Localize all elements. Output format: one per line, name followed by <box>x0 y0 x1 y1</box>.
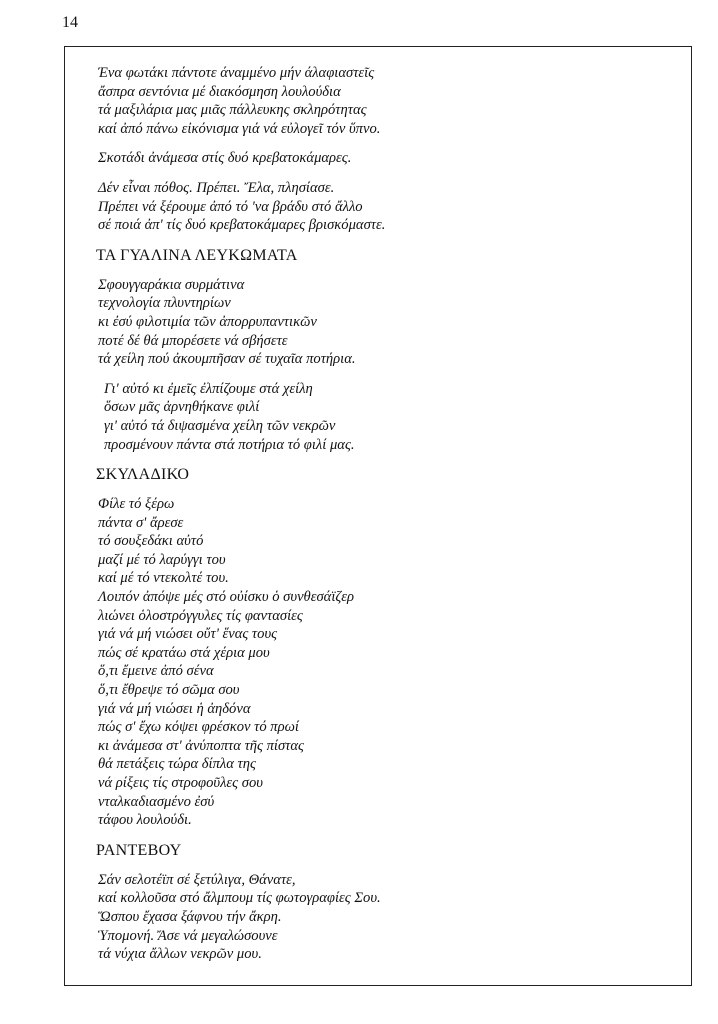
verse-line: καί ἀπό πάνω εἰκόνισμα γιά νά εὐλογεῖ τόν ὕπνο. <box>98 120 381 137</box>
poem-section <box>98 246 678 454</box>
stanza <box>98 871 678 964</box>
verse-line: νταλκαδιασμένο ἐσύ <box>98 793 215 810</box>
verse-line: πάντα σ' ἄρεσε <box>98 514 184 531</box>
verse-line: γιά νά μή νιώσει οὔτ' ἕνας τους <box>98 626 278 643</box>
verse-line: σέ ποιά ἀπ' τίς δυό κρεβατοκάμαρες βρισκόμαστε. <box>98 217 386 234</box>
verse-line: Λοιπόν ἀπόψε μές στό οὐίσκυ ὁ συνθεσάϊζερ <box>98 589 355 606</box>
verse-line: ὅσων μᾶς ἀρνηθήκανε φιλί <box>104 399 260 416</box>
verse-line: ὅ,τι ἔθρεψε τό σῶμα σου <box>98 682 240 699</box>
verse-line: Σάν σελοτέϊπ σέ ξετύλιγα, Θάνατε, <box>98 871 296 888</box>
verse-line: τά χείλη πού ἀκουμπῆσαν σέ τυχαῖα ποτήρια. <box>98 351 356 368</box>
verse-line: Ὑπομονή. Ἄσε νά μεγαλώσουνε <box>98 927 278 944</box>
stanza <box>98 179 678 235</box>
stanza <box>98 276 678 369</box>
stanza <box>98 380 678 454</box>
verse-line: γιά νά μή νιώσει ἡ ἀηδόνα <box>98 700 251 717</box>
poem-title: ΣΚΥΛΑΔΙΚΟ <box>96 466 190 484</box>
verse-line: Σφουγγαράκια συρμάτινα <box>98 276 245 293</box>
stanza <box>98 495 678 830</box>
verse-line: κι ἐσύ φιλοτιμία τῶν ἀπορρυπαντικῶν <box>98 313 317 330</box>
verse-line: Πρέπει νά ξέρουμε ἀπό τό 'να βράδυ στό ἄλλο <box>98 198 363 215</box>
verse-line: τάφου λουλούδι. <box>98 812 192 829</box>
verse-line: ποτέ δέ θά μπορέσετε νά σβήσετε <box>98 332 288 349</box>
verse-line: Ένα φωτάκι πάντοτε άναμμένο μήν άλαφιαστεῖς <box>98 65 375 81</box>
verse-line: τά νύχια ἄλλων νεκρῶν μου. <box>98 946 262 963</box>
poem-section <box>98 841 678 964</box>
verse-line: λιώνει ὁλοστρόγγυλες τίς φαντασίες <box>98 607 303 624</box>
verse-line: κι ἀνάμεσα στ' ἀνύποπτα τῆς πίστας <box>98 737 304 754</box>
page-number: 14 <box>62 14 78 31</box>
verse-line: Δέν εἶναι πόθος. Πρέπει. Ἔλα, πλησίασε. <box>98 179 335 196</box>
verse-line: Φίλε τό ξέρω <box>98 496 175 513</box>
verse-line: ἄσπρα σεντόνια μέ διακόσμηση λουλούδια <box>98 83 341 100</box>
verse-line: μαζί μέ τό λαρύγγι του <box>98 551 226 568</box>
poem-title: ΡΑΝΤΕΒΟΥ <box>96 841 182 859</box>
stanza <box>98 64 678 138</box>
verse-line: ὅ,τι ἔμεινε ἀπό σένα <box>98 663 214 680</box>
verse-line: τεχνολογία πλυντηρίων <box>98 295 231 312</box>
poem-title: ΤΑ ΓΥΑΛΙΝΑ ΛΕΥΚΩΜΑΤΑ <box>96 246 298 264</box>
verse-line: γι' αὐτό τά διψασμένα χείλη τῶν νεκρῶν <box>104 417 336 434</box>
verse-line: Σκοτάδι ἀνάμεσα στίς δυό κρεβατοκάμαρες. <box>98 150 352 167</box>
verse-line: Ὥσπου ἔχασα ξάφνου τήν ἄκρη. <box>98 908 282 925</box>
verse-line: τό σουξεδάκι αὐτό <box>98 533 204 550</box>
verse-line: νά ρίξεις τίς στροφοῦλες σου <box>98 775 263 791</box>
verse-line: τά μαξιλάρια μας μιᾶς πάλλευκης σκληρότητας <box>98 102 367 119</box>
verse-line: θά πετάξεις τώρα δίπλα της <box>98 756 256 773</box>
poem-content <box>98 64 678 975</box>
verse-line: καί μέ τό ντεκολτέ του. <box>98 570 229 587</box>
poem-section <box>98 465 678 830</box>
verse-line: Γι' αὐτό κι ἐμεῖς ἐλπίζουμε στά χείλη <box>104 380 313 397</box>
verse-line: πώς σ' ἔχω κόψει φρέσκον τό πρωί <box>98 719 299 736</box>
stanza <box>98 149 678 168</box>
verse-line: πώς σέ κρατάω στά χέρια μου <box>98 644 270 661</box>
verse-line: προσμένουν πάντα στά ποτήρια τό φιλί μας. <box>104 436 355 453</box>
poem-section <box>98 64 678 235</box>
verse-line: καί κολλοῦσα στό ἄλμπουμ τίς φωτογραφίες Σου. <box>98 890 381 907</box>
